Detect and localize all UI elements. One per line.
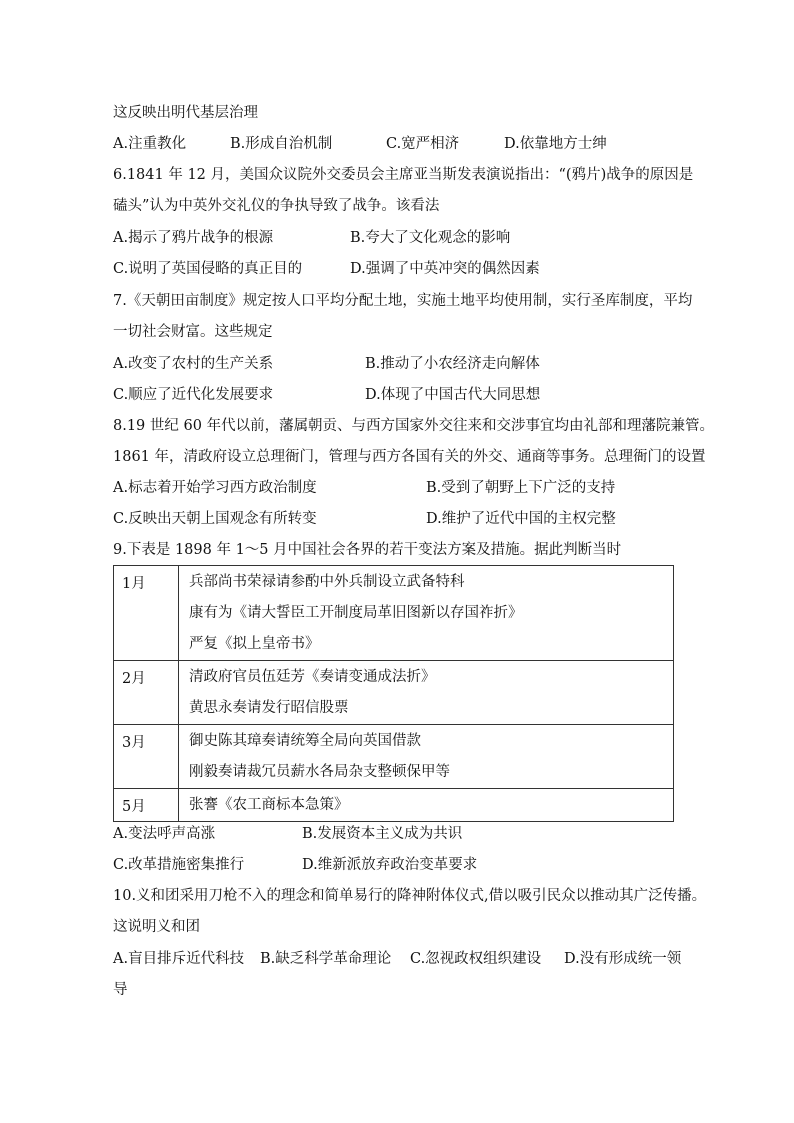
measure-item: 清政府官员伍廷芳《奏请变通成法折》 xyxy=(189,669,436,685)
q7-option-c: C.顺应了近代化发展要求 xyxy=(113,387,274,403)
q8-stem-line2: 1861 年，清政府设立总理衙门，管理与西方各国有关的外交、通商等事务。总理衙门的设置 xyxy=(113,449,706,465)
q10-stem-line2: 这说明义和团 xyxy=(113,919,200,935)
month-cell: 5月 xyxy=(114,789,179,822)
q8-option-a: A.标志着开始学习西方政治制度 xyxy=(113,480,317,496)
table-row xyxy=(114,725,674,789)
q5-option-d: D.依靠地方士绅 xyxy=(504,136,607,152)
measure-item: 刚毅奏请裁冗员薪水各局杂支整顿保甲等 xyxy=(189,764,450,780)
q9-option-a: A.变法呼声高涨 xyxy=(113,826,216,842)
table-row xyxy=(114,789,674,822)
measure-item: 兵部尚书荣禄请参酌中外兵制设立武备特科 xyxy=(189,574,465,590)
q6-option-a: A.揭示了鸦片战争的根源 xyxy=(113,230,274,246)
q6-option-c: C.说明了英国侵略的真正目的 xyxy=(113,261,303,277)
q6-option-d: D.强调了中英冲突的偶然因素 xyxy=(350,261,540,277)
q6-stem-line2: 磕头”认为中英外交礼仪的争执导致了战争。该看法 xyxy=(113,198,440,214)
measures-cell xyxy=(179,725,674,789)
q5-option-c: C.宽严相济 xyxy=(386,136,460,152)
measures-cell xyxy=(179,789,674,822)
measure-item: 康有为《请大誓臣工开制度局革旧图新以存国祚折》 xyxy=(189,605,523,621)
q8-option-c: C.反映出天朝上国观念有所转变 xyxy=(113,511,317,527)
q7-stem-line1: 7.《天朝田亩制度》规定按人口平均分配土地，实施土地平均使用制，实行圣库制度，平均 xyxy=(113,293,693,309)
q5-option-b: B.形成自治机制 xyxy=(230,136,333,152)
q6-option-b: B.夸大了文化观念的影响 xyxy=(350,230,511,246)
q6-stem-line1: 6.1841 年 12 月，美国众议院外交委员会主席亚当斯发表演说指出：“(鸦片)战争的原因是 xyxy=(113,167,694,183)
measure-item: 严复《拟上皇帝书》 xyxy=(189,636,320,652)
table-row xyxy=(114,661,674,725)
q7-option-d: D.体现了中国古代大同思想 xyxy=(365,387,541,403)
q5-stem-tail: 这反映出明代基层治理 xyxy=(113,105,258,121)
q10-option-c: C.忽视政权组织建设 xyxy=(410,951,542,967)
table-row xyxy=(114,566,674,661)
q10-option-d-wrap: 导 xyxy=(113,982,128,998)
q9-option-d: D.维新派放弃政治变革要求 xyxy=(302,857,478,873)
measures-cell xyxy=(179,661,674,725)
q8-option-b: B.受到了朝野上下广泛的支持 xyxy=(426,480,616,496)
q9-option-b: B.发展资本主义成为共识 xyxy=(302,826,463,842)
q7-option-b: B.推动了小农经济走向解体 xyxy=(365,356,540,372)
measure-item: 黄思永奏请发行昭信股票 xyxy=(189,700,349,716)
measure-item: 张謇《农工商标本急策》 xyxy=(189,797,349,813)
measures-cell xyxy=(179,566,674,661)
q10-option-b: B.缺乏科学革命理论 xyxy=(260,951,392,967)
reform-proposals-table xyxy=(113,565,674,822)
q7-option-a: A.改变了农村的生产关系 xyxy=(113,356,274,372)
measure-item: 御史陈其璋奏请统筹全局向英国借款 xyxy=(189,733,421,749)
q10-option-d: D.没有形成统一领 xyxy=(564,951,682,967)
q10-stem-line1: 10.义和团采用刀枪不入的理念和简单易行的降神附体仪式,借以吸引民众以推动其广泛传播。 xyxy=(113,888,707,904)
month-cell: 3月 xyxy=(114,725,179,789)
month-cell: 1月 xyxy=(114,566,179,661)
q9-option-c: C.改革措施密集推行 xyxy=(113,857,245,873)
month-cell: 2月 xyxy=(114,661,179,725)
q7-stem-line2: 一切社会财富。这些规定 xyxy=(113,324,273,340)
q10-option-a: A.盲目排斥近代科技 xyxy=(113,951,245,967)
q8-option-d: D.维护了近代中国的主权完整 xyxy=(426,511,616,527)
q9-stem: 9.下表是 1898 年 1～5 月中国社会各界的若干变法方案及措施。据此判断当时 xyxy=(113,542,622,558)
q8-stem-line1: 8.19 世纪 60 年代以前，藩属朝贡、与西方国家外交往来和交涉事宜均由礼部和理藩院兼管。 xyxy=(113,418,715,434)
q5-option-a: A.注重教化 xyxy=(113,136,187,152)
